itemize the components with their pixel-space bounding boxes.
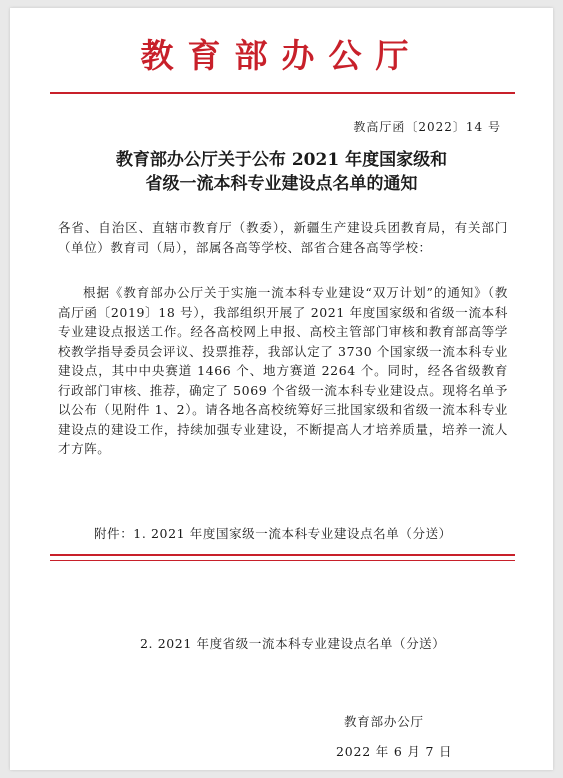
document-title-line-1: 教育部办公厅关于公布 2021 年度国家级和 xyxy=(115,150,448,170)
document-title xyxy=(10,148,553,196)
attachment-1: 附件：1. 2021 年度国家级一流本科专业建设点名单（分送） xyxy=(94,526,452,541)
document-title-line-2: 省级一流本科专业建设点名单的通知 xyxy=(145,174,418,194)
document-page xyxy=(10,8,553,770)
signature-issuer: 教育部办公厅 xyxy=(344,714,424,729)
document-number: 教高厅函〔2022〕14 号 xyxy=(353,120,501,134)
footer-red-rule-thick xyxy=(50,554,515,556)
issuer-header: 教育部办公厅 xyxy=(140,36,423,75)
body-paragraph: 根据《教育部办公厅关于实施一流本科专业建设“双万计划”的通知》（教高厅函〔2019〕18 号），我部组织开展了 2021 年度国家级和省级一流本科专业建设点报送工作。经各高校网上申报、高校主管部门审核和教育部高等学校教学指导委员会评议、投票推荐，我部认定了 3730 个国家级一流本科专业建设点，其中中央赛道 1466 个、地方赛道 2264 个。同时，经各省级教育行政部门审核、推荐，确定了 5069 个省级一流本科专业建设点。现将名单予以公布（见附件 1、2）。请各地各高校统筹好三批国家级和省级一流本科专业建设点的建设工作，持续加强专业建设，不断提高人才培养质量，培养一流人才方阵。 xyxy=(58,285,508,456)
footer-red-rule-thin xyxy=(50,560,515,561)
header-red-rule xyxy=(50,92,515,94)
issue-date: 2022 年 6 月 7 日 xyxy=(336,744,453,759)
addressee-paragraph: 各省、自治区、直辖市教育厅（教委），新疆生产建设兵团教育局，有关部门（单位）教育司（局），部属各高等学校、部省合建各高等学校： xyxy=(58,220,508,255)
attachment-2: 2. 2021 年度省级一流本科专业建设点名单（分送） xyxy=(140,636,446,651)
